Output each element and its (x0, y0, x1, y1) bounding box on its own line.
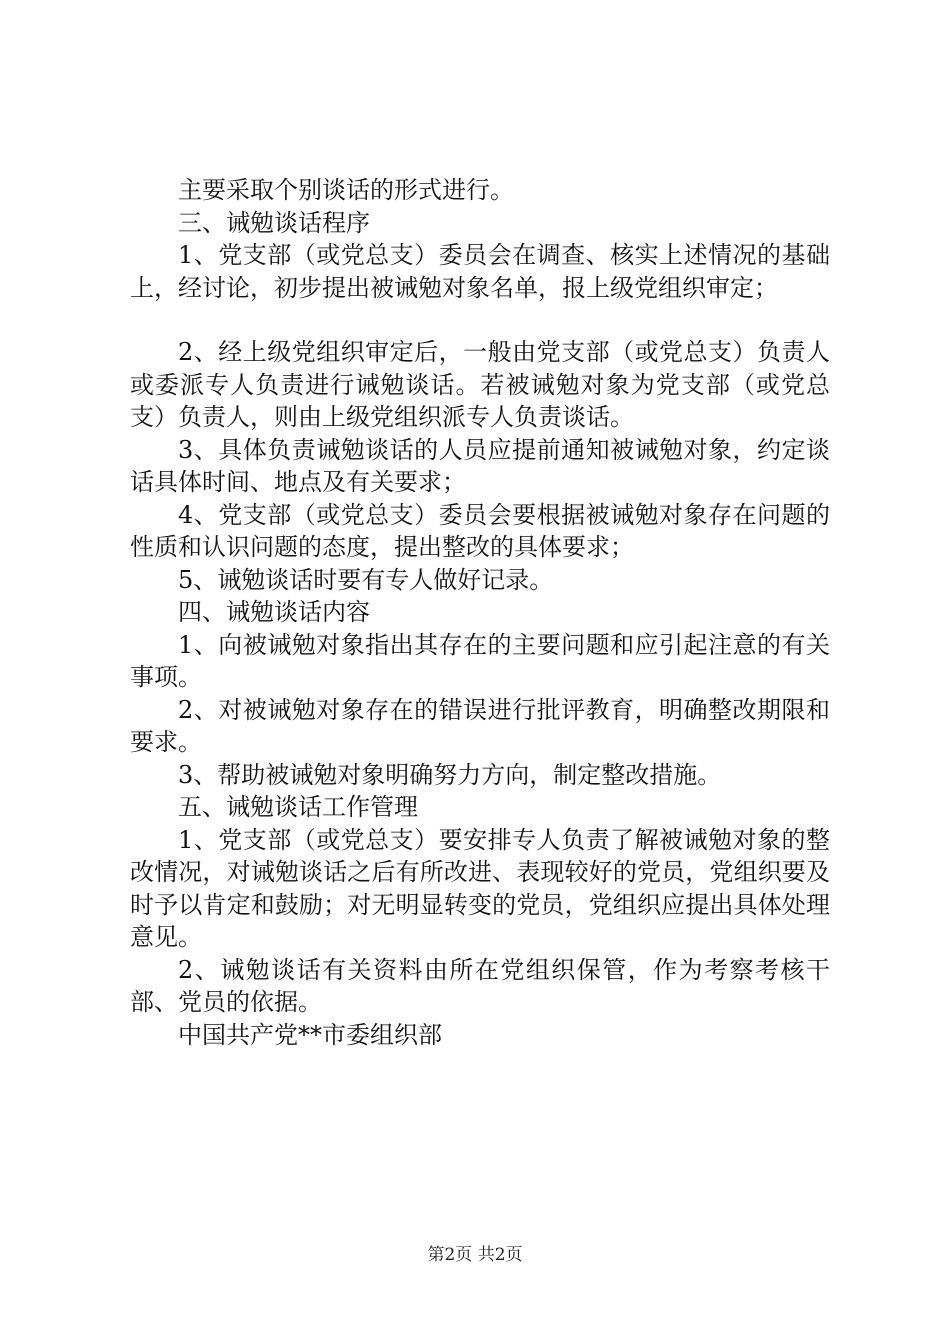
issuer-signature: 中国共产党**市委组织部 (178, 1020, 442, 1049)
section-heading-content: 四、诫勉谈话内容 (178, 598, 370, 626)
paragraph-procedure-4: 4、党支部（或党总支）委员会要根据被诫勉对象存在问题的性质和认识问题的态度，提出整改的具体要求； (130, 500, 830, 561)
section-heading-management: 五、诫勉谈话工作管理 (178, 793, 418, 821)
paragraph-procedure-2: 2、经上级党组织审定后，一般由党支部（或党总支）负责人或委派专人负责进行诫勉谈话。若被诫勉对象为党支部（或党总支）负责人，则由上级党组织派专人负责谈话。 (130, 338, 830, 431)
paragraph-procedure-5: 5、诫勉谈话时要有专人做好记录。 (178, 565, 554, 594)
paragraph-content-2: 2、对被诫勉对象存在的错误进行批评教育，明确整改期限和要求。 (130, 695, 830, 756)
paragraph-management-1: 1、党支部（或党总支）要安排专人负责了解被诫勉对象的整改情况，对诫勉谈话之后有所改进、表现较好的党员，党组织要及时予以肯定和鼓励；对无明显转变的党员，党组织应提出具体处理意见。 (130, 825, 830, 951)
paragraph-content-1: 1、向被诫勉对象指出其存在的主要问题和应引起注意的有关事项。 (130, 630, 830, 691)
paragraph-management-2: 2、诫勉谈话有关资料由所在党组织保管，作为考察考核干部、党员的依据。 (130, 955, 830, 1016)
page-indicator: 第2页 共2页 (427, 1245, 523, 1265)
page-footer (0, 1244, 950, 1266)
paragraph-content-3: 3、帮助被诫勉对象明确努力方向，制定整改措施。 (178, 760, 722, 789)
paragraph-procedure-1: 1、党支部（或党总支）委员会在调查、核实上述情况的基础上，经讨论，初步提出被诫勉对象名单，报上级党组织审定； (130, 241, 830, 302)
document-body (130, 174, 830, 1051)
paragraph-intro: 主要采取个别谈话的形式进行。 (178, 176, 514, 204)
paragraph-procedure-3: 3、具体负责诫勉谈话的人员应提前通知被诫勉对象，约定谈话具体时间、地点及有关要求； (130, 435, 830, 496)
section-heading-procedure: 三、诫勉谈话程序 (178, 208, 370, 237)
